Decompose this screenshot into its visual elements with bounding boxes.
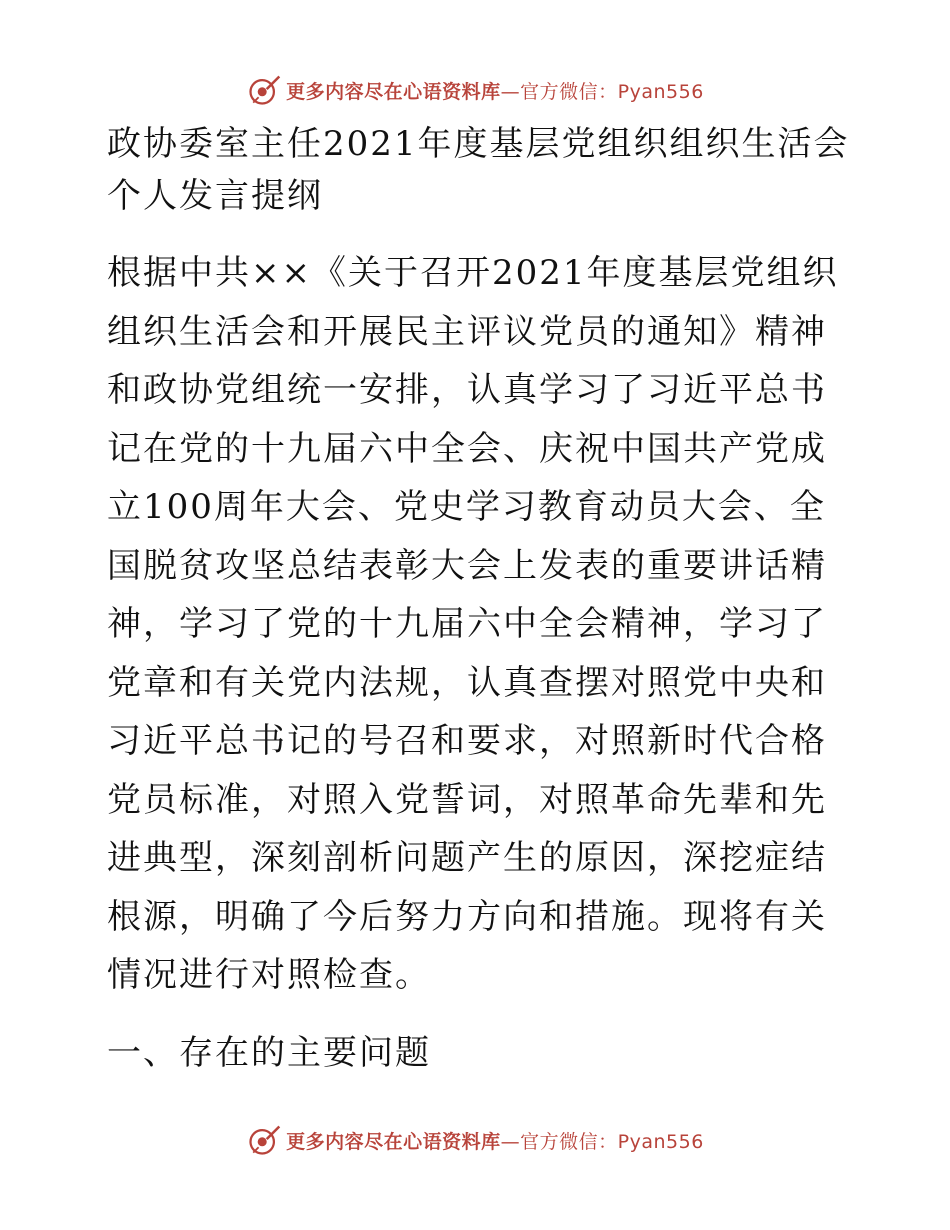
section-heading-1: 一、存在的主要问题	[107, 1032, 431, 1073]
document-body	[97, 118, 857, 1079]
watermark-footer	[0, 1120, 950, 1160]
watermark-text: 更多内容尽在心语资料库—官方微信：Pyan556	[286, 1130, 704, 1153]
document-title: 政协委室主任2021年度基层党组织组织生活会个人发言提纲	[107, 124, 850, 216]
watermark-header	[0, 70, 950, 110]
watermark-text: 更多内容尽在心语资料库—官方微信：Pyan556	[286, 80, 704, 103]
paragraph-intro: 根据中共××《关于召开2021年度基层党组织组织生活会和开展民主评议党员的通知》精神和政协党组统一安排，认真学习了习近平总书记在党的十九届六中全会、庆祝中国共产党成立100周年大会、党史学习教育动员大会、全国脱贫攻坚总结表彰大会上发表的重要讲话精神，学习了党的十九届六中全会精神，学习了党章和有关党内法规，认真查摆对照党中央和习近平总书记的号召和要求，对照新时代合格党员标准，对照入党誓词，对照革命先辈和先进典型，深刻剖析问题产生的原因，深挖症结根源，明确了今后努力方向和措施。现将有关情况进行对照检查。	[107, 253, 839, 995]
quill-seal-icon	[246, 1122, 282, 1158]
quill-seal-icon	[246, 72, 282, 108]
